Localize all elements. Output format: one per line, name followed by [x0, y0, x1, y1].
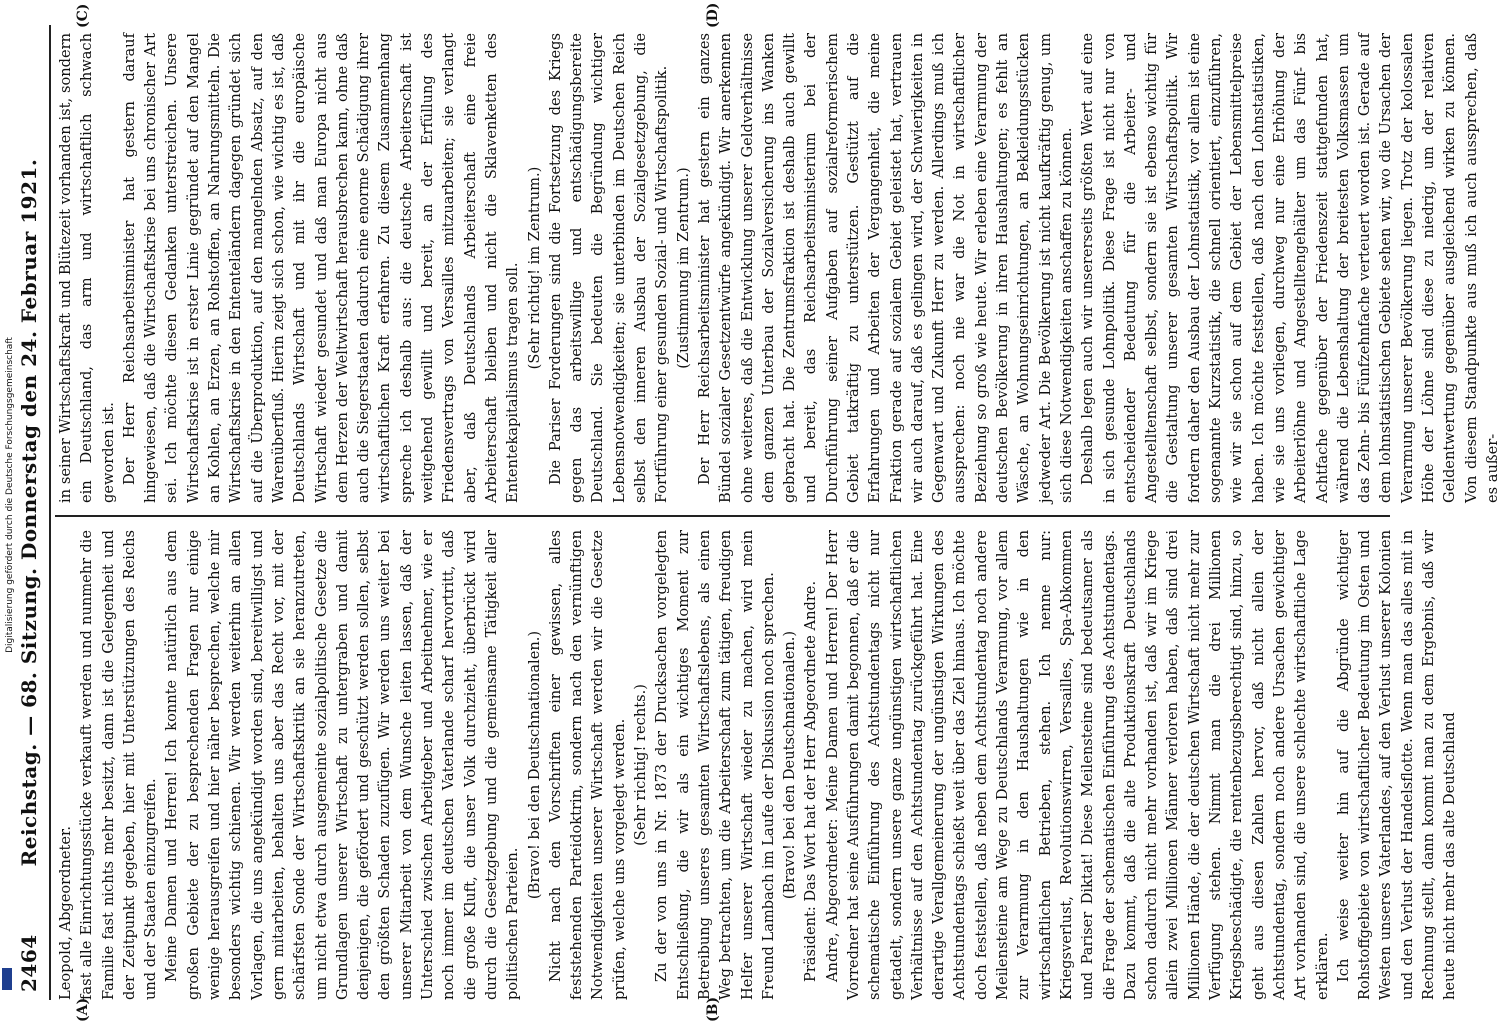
paragraph: Meine Damen und Herren! Ich konnte natürlich aus dem großen Gebiete der zu besprechenden Fragen nur einige wenige herausgreifen und hier näher besprechen, welche mir besonders wichtig schienen. Wir werden weiterhin an allen Vorlagen, die uns angekündigt worden sind, bereitwilligst und gern mitarbeiten, behalten uns aber das Recht vor, mit der schärfsten Sonde der Wirtschaftskritik an sie heranzutreten, um nicht etwa durch ausgemeinte sozialpolitische Gesetze die Grundlagen unserer Wirtschaft zu untergraben und damit denjenigen, die gefördert und geschützt werden sollen, selbst den größten Schaden zuzufügen. Wir werden uns weiter bei unserer Mitarbeit von dem Wunsche leiten lassen, daß der Unterschied zwischen Arbeitgeber und Arbeitnehmer, wie er noch immer im deutschen Vaterlande scharf hervortritt, daß die große Kluft, die unser Volk durchzieht, überbrückt wird durch die Gesetzgebung und die gemeinsame Tätigkeit aller politischen Parteien. [163, 530, 522, 1000]
side-credit-text: Digitalisierung gefördert durch die Deutsche Forschungsgemeinschaft [5, 337, 15, 653]
margin-marker-b: (B) [705, 996, 721, 1022]
paragraph: Nicht nach den Vorschriften einer gewissen, alles feststehenden Parteidoktrin, sondern nach den vernünftigen Notwendigkeiten unserer Wirtschaft werden wir die Gesetze prüfen, welche uns vorgelegt werden. [546, 530, 628, 1000]
margin-marker-c: (C) [75, 3, 91, 28]
paragraph: Präsident: Das Wort hat der Herr Abgeordnete Andre. [802, 580, 820, 982]
paragraph: Ich weise weiter hin auf die Abgründe wichtiger Rohstoffgebiete von wirtschaftlicher Bedeutung im Osten und Westen unseres Vaterlandes, auf den Verlust unserer Kolonien und den Verlust der Handelsflotte. Wenn man das alles mit in Rechnung stellt, dann kommt man zu dem Ergebnis, daß wir heute nicht mehr das alte Deutschland [1334, 530, 1459, 1000]
interjection: (Bravo! bei den Deutschnationalen.) [781, 630, 799, 900]
interjection: (Sehr richtig! im Zentrum.) [525, 166, 543, 370]
paragraph: fast alle Einrichtungsstücke verkauft werden und nunmehr die Familie fast nichts mehr besitzt, dann ist die Gelegenheit und der Zeitpunkt gegeben, hier mit Unterstützungen des Reichs und der Staaten einzugreifen. [78, 530, 160, 1000]
paragraph: Der Herr Reichsarbeitsminister hat gestern darauf hingewiesen, daß die Wirtschaftskrise bei uns chronischer Art sei. Ich möchte diesen Gedanken unterstreichen. Unsere Wirtschaftskrise ist in erster Linie gegründet auf den Mangel an Kohlen, an Erzen, an Rohstoffen, an Nahrungsmitteln. Die Wirtschaftskrise in den Ententeländern dagegen gründet sich auf die Überproduktion, auf den mangelnden Absatz, auf den Warenüberfluß. Hierin zeigt sich schon, wie wichtig es ist, daß Deutschlands Wirtschaft und mit ihr die europäische Wirtschaft wieder gesundet und daß man Europa nicht aus dem Herzen der Weltwirtschaft herausbrechen kann, ohne daß auch die Siegerstaaten dadurch eine enorme Schädigung ihrer wirtschaftlichen Kraft erfahren. Zu diesem Zusammenhang spreche ich deshalb aus: die deutsche Arbeiterschaft ist weitgehend gewillt und bereit, an der Erfüllung des Friedensvertrags von Versailles mitzuarbeiten; sie verlangt aber, daß Deutschlands Arbeiterschaft eine freie Arbeiterschaft bleiben und nicht die Sklavenketten des Ententekapitalismus tragen soll. [120, 33, 522, 503]
margin-marker-a: (A) [75, 997, 91, 1022]
interjection: (Zustimmung im Zentrum.) [674, 167, 692, 369]
page-header [15, 25, 47, 1000]
paragraph: Andre, Abgeordneter: Meine Damen und Herren! Der Herr Vorredner hat seine Ausführungen damit begonnen, daß er die schematische Einführung des Achtstundentags nicht nur getadelt, sondern unsere ganze ungünstigen wirtschaftlichen Verhältnisse auf den Achtstundentag zurückgeführt hat. Eine derartige Verallgemeinerung der ungünstigen Wirkungen des Achtstundentags schießt weit über das Ziel hinaus. Ich möchte doch feststellen, daß neben dem Achtstundentag noch andere Meilensteine am Wege zu Deutschlands Verarmung, vor allem zur Verarmung in den Haushaltungen wie in den wirtschaftlichen Betrieben, stehen. Ich nenne nur: Kriegsverlust, Revolutionswirren, Versailles, Spa-Abkommen und Pariser Diktat! Diese Meilensteine sind bedeutsamer als die Frage der schematischen Einführung des Achtstundentags. Dazu kommt, daß die alte Produktionskraft Deutschlands schon dadurch nicht mehr vorhanden ist, daß wir im Kriege allein zwei Millionen Männer verloren haben, daß sind drei Millionen Hände, die der deutschen Wirtschaft nicht mehr zur Verfügung stehen. Nimmt man die drei Millionen Kriegsbeschädigte, die rentenbezugsberechtigt sind, hinzu, so geht aus diesen Zahlen hervor, daß nicht allein der Achtstundentag, sondern noch andere Ursachen gewichtiger Art vorhanden sind, die unsere schlechte wirtschaftliche Lage erklären. [823, 530, 1331, 1000]
speaker-line: Leopold, Abgeordneter. [57, 825, 74, 1000]
header-rule [49, 25, 51, 1000]
page-title: Reichstag. — 68. Sitzung. Donnerstag den 24. Februar 1921. [17, 158, 41, 867]
right-column [55, 33, 1501, 503]
paragraph: in seiner Wirtschaftskraft und Blütezeit vorhanden ist, sondern ein Deutschland, das arm und wirtschaftlich schwach geworden ist. [57, 33, 117, 503]
column-divider [55, 515, 1390, 517]
dfg-logo-icon [2, 968, 12, 990]
interjection: (Sehr richtig! rechts.) [632, 684, 650, 846]
side-credit [0, 0, 14, 1000]
paragraph: Der Herr Reichsarbeitsminister hat gestern ein ganzes Bündel sozialer Gesetzentwürfe angekündigt. Wir anerkennen ohne weiteres, daß die Entwicklung unserer Geldverhältnisse dem ganzen Unterbau der Sozialversicherung ins Wanken gebracht hat. Die Zentrumsfraktion ist deshalb auch gewillt und bereit, das Reichsarbeitsministerium bei der Durchführung seiner Aufgaben auf sozialreformerischem Gebiet tatkräftig zu unterstützen. Gestützt auf die Erfahrungen und Arbeiten der Vergangenheit, die meine Fraktion gerade auf sozialem Gebiet geleistet hat, vertrauen wir auch darauf, daß es gelingen wird, der Schwierigkeiten in Gegenwart und Zukunft Herr zu werden. Allerdings muß ich aussprechen: noch nie war die Not in wirtschaftlicher Beziehung so groß wie heute. Wir erleben eine Verarmung der deutschen Bevölkerung in ihren Haushaltungen; es fehlt an Wäsche, an Wohnungseinrichtungen, an Bekleidungsstücken jedweder Art. Die Bevölkerung ist nicht kaufkräftig genug, um sich diese Notwendigkeiten anschaffen zu können. [695, 33, 1075, 503]
newspaper-page [15, 2, 1501, 1022]
paragraph: Deshalb legen auch wir unsererseits größten Wert auf eine in sich gesunde Lohnpolitik. Diese Frage ist nicht nur von entscheidender Bedeutung für die Arbeiter- und Angestelltenschaft selbst, sondern sie ist ebenso wichtig für die Gestaltung unserer gesamten Wirtschaftspolitik. Wir fordern daher den Ausbau der Lohnstatistik, vor allem ist eine sogenannte Kurzstatistik, die schnell orientiert, einzuführen, wie wir sie schon auf dem Gebiet der Lebensmittelpreise haben. Ich möchte feststellen, daß nach den Lohnstatistiken, wie sie uns vorliegen, durchweg nur eine Erhöhung der Arbeiterlöhne und Angestelltengehälter um das Fünf- bis Achtfache gegenüber der Friedenszeit stattgefunden hat, während die Lebenshaltung der breitesten Volksmassen um das Zehn- bis Fünfzehnfache verteuert worden ist. Gerade auf dem lohnstatistischen Gebiete sehen wir, wo die Ursachen der Verarmung unserer Bevölkerung liegen. Trotz der kolossalen Höhe der Löhne sind diese zu niedrig, um der relativen Geldentwertung gegenüber ausgleichend wirken zu können. Von diesem Standpunkte aus muß ich auch aussprechen, daß es außer- [1079, 33, 1501, 503]
interjection: (Bravo! bei den Deutschnationalen.) [525, 630, 543, 900]
paragraph: Die Pariser Forderungen sind die Fortsetzung des Kriegs gegen das arbeitswillige und entschädigungsbereite Deutschland. Sie bedeuten die Begründung wichtiger Lebensnotwendigkeiten; sie unterbinden im Deutschen Reich selbst den inneren Ausbau der Sozialgesetzgebung, die Fortführung einer gesunden Sozial- und Wirtschaftspolitik. [546, 33, 671, 503]
margin-marker-d: (D) [705, 2, 721, 28]
left-column [55, 530, 1459, 1000]
paragraph: Zu der von uns in Nr. 1873 der Drucksachen vorgelegten Entschließung, die wir als ein wichtiges Moment zur Betreibung unseres gesamten Wirtschaftslebens, als einen Weg betrachten, um die Arbeiterschaft zum tätigen, freudigen Helfer unserer Wirtschaft wieder zu machen, wird mein Freund Lambach im Laufe der Diskussion noch sprechen. [653, 530, 777, 1000]
page-number: 2464 [17, 934, 41, 992]
